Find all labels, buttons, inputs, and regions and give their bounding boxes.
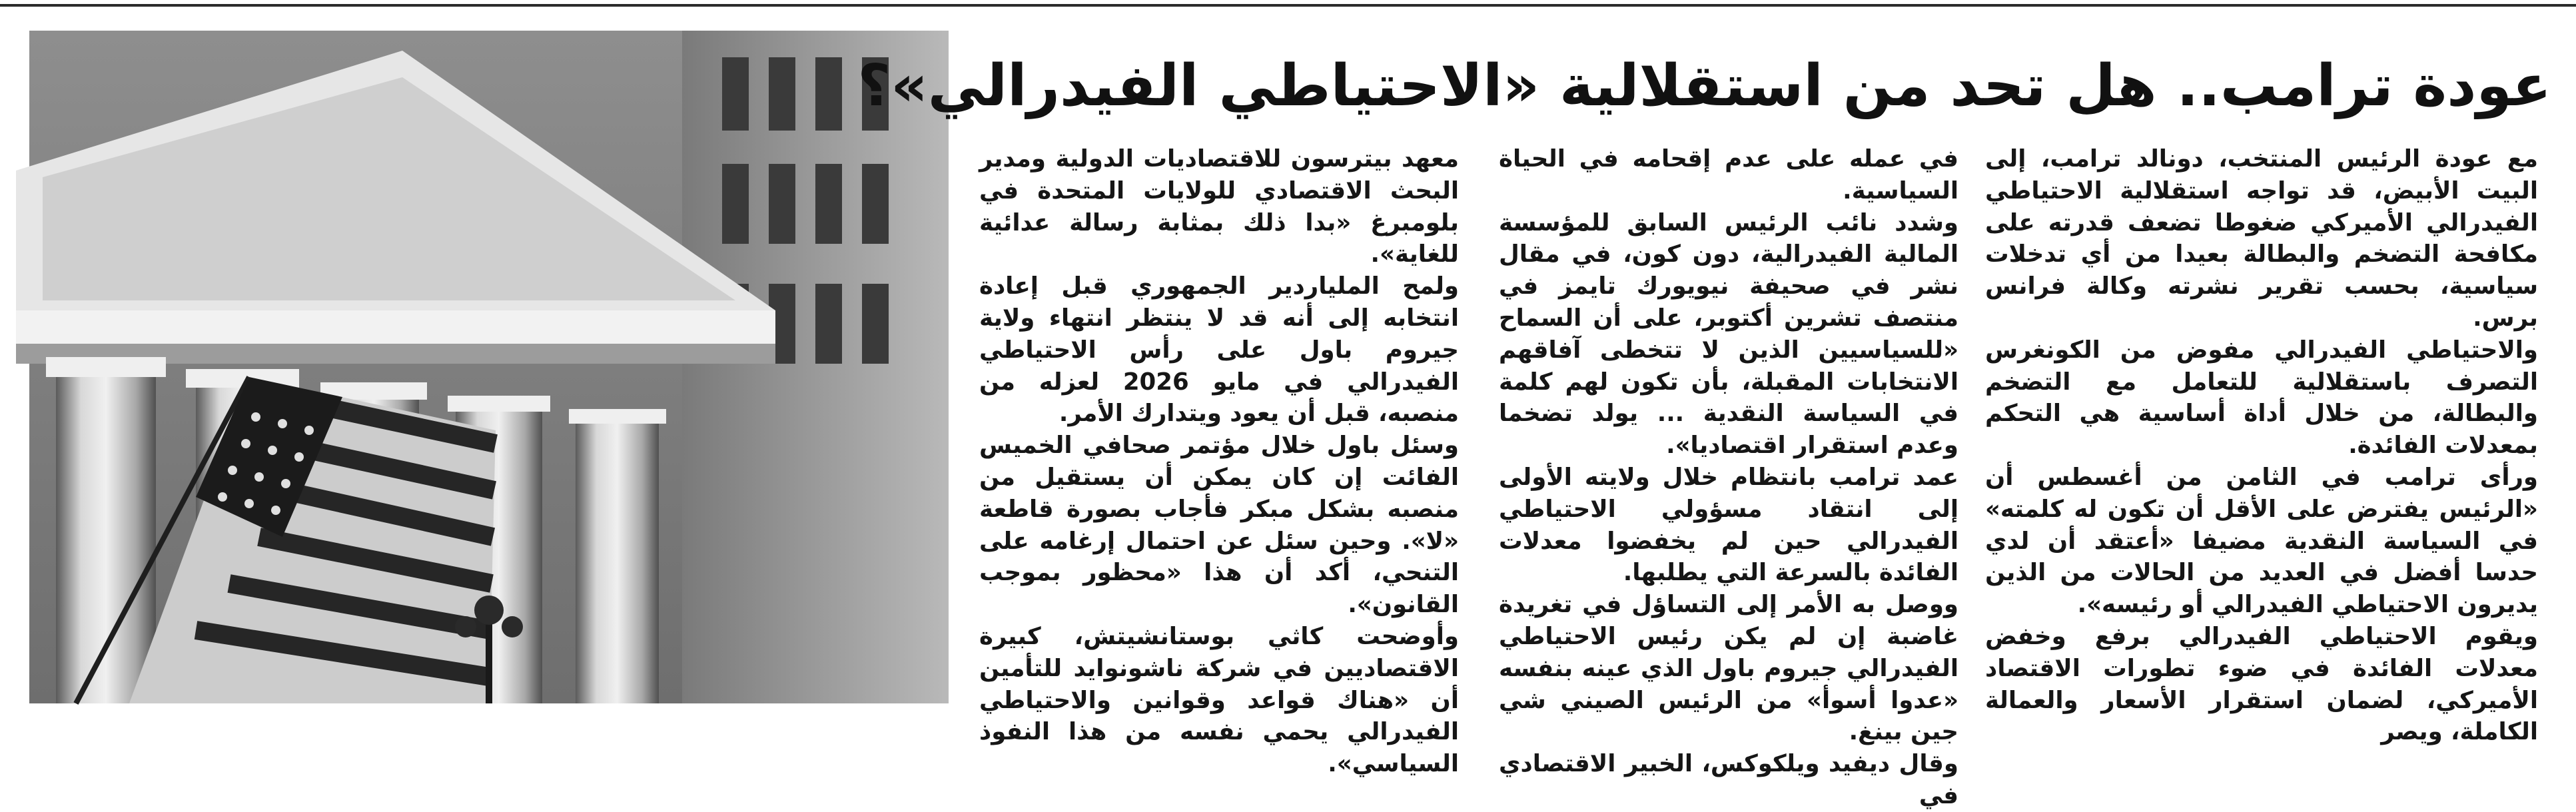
paragraph: مع عودة الرئيس المنتخب، دونالد ترامب، إلى البيت الأبيض، قد تواجه استقلالية الاحتياطي الفيدرالي الأميركي ضغوطا تضعف قدرته على مكافحة التضخم والبطالة بعيدا من أي تدخلات سياسية، بحسب تقرير نشرته وكالة فرانس برس.: [1985, 145, 2538, 332]
article-column-1: [1985, 143, 2538, 746]
paragraph: والاحتياطي الفيدرالي مفوض من الكونغرس التصرف باستقلالية للتعامل مع التضخم والبطالة، من خلال أداة أساسية هي التحكم بمعدلات الفائدة.: [1985, 336, 2538, 460]
paragraph: وسئل باول خلال مؤتمر صحافي الخميس الفائت إن كان يمكن أن يستقيل من منصبه بشكل مبكر فأجاب بصورة قاطعة «لا». وحين سئل عن احتمال إرغامه على التنحي، أكد أن هذا «محظور بموجب القانون».: [979, 432, 1459, 619]
paragraph: وقال ديفيد ويلكوكس، الخبير الاقتصادي في: [1499, 750, 1958, 809]
article-photo: [29, 31, 949, 703]
paragraph: ورأى ترامب في الثامن من أغسطس أن «الرئيس يفترض على الأقل أن تكون له كلمته» في السياسة النقدية مضيفا «أعتقد أن لدي حدسا أفضل في العديد من الحالات من الذين يديرون الاحتياطي الفيدرالي أو رئيسه».: [1985, 463, 2538, 619]
article-headline: عودة ترامب.. هل تحد من استقلالية «الاحتياطي الفيدرالي»؟: [857, 53, 2551, 119]
paragraph: معهد بيترسون للاقتصاديات الدولية ومدير البحث الاقتصادي للولايات المتحدة في بلومبرغ «بدا ذلك بمثابة رسالة عدائية للغاية».: [979, 145, 1459, 268]
paragraph: عمد ترامب بانتظام خلال ولايته الأولى إلى انتقاد مسؤولي الاحتياطي الفيدرالي حين لم يخفضوا معدلات الفائدة بالسرعة التي يطلبها.: [1499, 463, 1958, 587]
top-rule: [0, 4, 2576, 7]
article-column-3: [979, 143, 1459, 778]
article-column-2: [1499, 143, 1958, 809]
paragraph: ويقوم الاحتياطي الفيدرالي برفع وخفض معدلات الفائدة في ضوء تطورات الاقتصاد الأميركي، لضمان استقرار الأسعار والعمالة الكاملة، ويصر: [1985, 622, 2538, 746]
paragraph: وأوضحت كاثي بوستانشيتش، كبيرة الاقتصاديين في شركة ناشونوايد للتأمين أن «هناك قواعد وقوانين والاحتياطي الفيدرالي يحمي نفسه من هذا النفوذ السياسي».: [979, 622, 1459, 778]
paragraph: في عمله على عدم إقحامه في الحياة السياسية.: [1499, 145, 1958, 204]
paragraph: ولمح الملياردير الجمهوري قبل إعادة انتخابه إلى أنه قد لا ينتظر انتهاء ولاية جيروم باول على رأس الاحتياطي الفيدرالي في مايو 2026 لعزله من منصبه، قبل أن يعود ويتدارك الأمر.: [979, 272, 1459, 428]
paragraph: ووصل به الأمر إلى التساؤل في تغريدة غاضبة إن لم يكن رئيس الاحتياطي الفيدرالي جيروم باول الذي عينه بنفسه «عدوا أسوأ» من الرئيس الصيني شي جين بينغ.: [1499, 591, 1958, 746]
paragraph: وشدد نائب الرئيس السابق للمؤسسة المالية الفيدرالية، دون كون، في مقال نشر في صحيفة نيويورك تايمز في منتصف تشرين أكتوبر، على أن السماح «للسياسيين الذين لا تتخطى آفاقهم الانتخابات المقبلة، بأن تكون لهم كلمة في السياسة النقدية ... يولد تضخما وعدم استقرار اقتصاديا».: [1499, 208, 1958, 460]
building-flag-illustration: [29, 31, 949, 703]
